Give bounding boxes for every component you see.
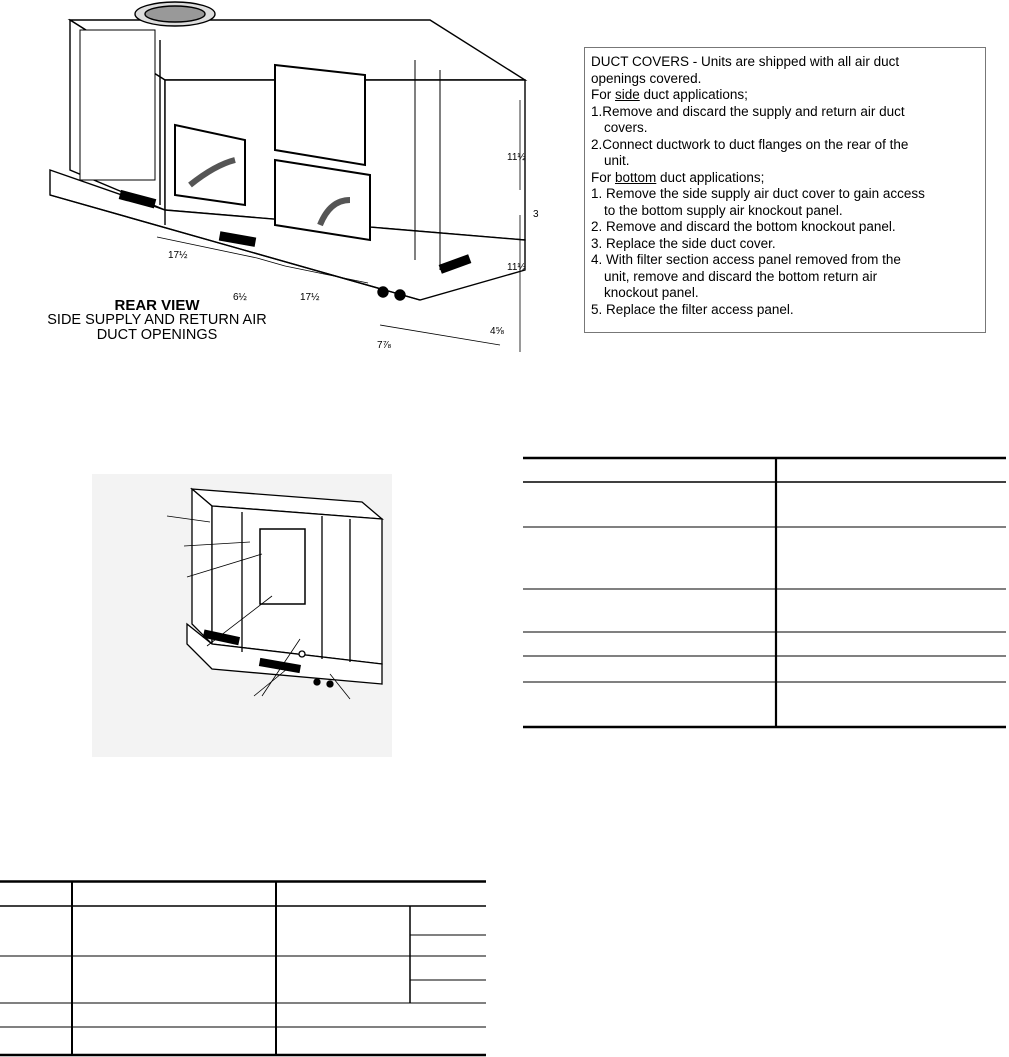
rear-view-subtitle-line2: DUCT OPENINGS: [96, 327, 218, 343]
dimension-label: 3: [533, 209, 539, 220]
dimension-label: 4⅝: [490, 326, 504, 337]
dimension-label: 6½: [233, 292, 247, 303]
note-line: 1.Remove and discard the supply and return air duct: [591, 103, 905, 119]
rear-view-subtitle-line1: SIDE SUPPLY AND RETURN AIR: [47, 312, 267, 328]
dimension-label: 17½: [300, 292, 320, 303]
right-table: [523, 456, 1008, 729]
note-text: duct applications;: [639, 87, 748, 102]
dimension-label: 11½: [507, 152, 526, 163]
dimension-label: 11½: [507, 262, 526, 273]
note-text: duct applications;: [656, 169, 765, 185]
note-line: 4. With filter section access panel removed from the: [591, 252, 901, 267]
unit-illustration: [92, 474, 392, 757]
note-line: openings covered.: [591, 70, 702, 86]
dimension-label: 7⅞: [377, 340, 391, 351]
note-line: 5. Replace the filter access panel.: [591, 301, 794, 317]
side-keyword: side: [615, 87, 640, 102]
bottom-keyword: bottom: [615, 169, 657, 185]
note-line: 3. Replace the side duct cover.: [591, 235, 776, 251]
side-intro: [591, 87, 979, 104]
note-line: DUCT COVERS - Units are shipped with all air duct: [591, 54, 900, 69]
note-line: to the bottom supply air knockout panel.: [604, 202, 843, 218]
note-line: 1. Remove the side supply air duct cover to gain access: [591, 186, 925, 201]
dimension-label: 17½: [168, 250, 188, 261]
rear-view-caption: [32, 298, 282, 343]
note-text: For: [591, 87, 616, 102]
note-line: unit.: [604, 153, 630, 168]
note-line: unit, remove and discard the bottom return air: [604, 268, 878, 284]
duct-covers-note: [584, 47, 986, 333]
note-line: knockout panel.: [604, 285, 699, 300]
bottom-table: [0, 880, 488, 1057]
note-line: 2. Remove and discard the bottom knockout panel.: [591, 219, 896, 234]
note-text: For: [591, 169, 616, 185]
note-line: covers.: [604, 120, 648, 135]
note-line: 2.Connect ductwork to duct flanges on the rear of the: [591, 136, 909, 152]
bottom-intro: [591, 170, 979, 187]
rear-view-title: REAR VIEW: [114, 297, 200, 314]
